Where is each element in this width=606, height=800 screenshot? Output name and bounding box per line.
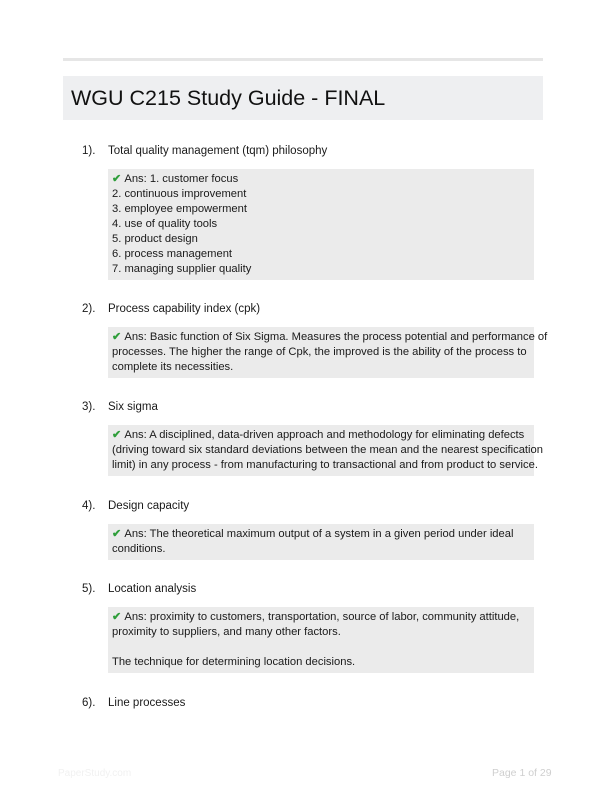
answer-line: 4. use of quality tools <box>112 218 218 230</box>
answer-line: 2. continuous improvement <box>112 188 247 200</box>
footer-brand: PaperStudy.com <box>58 768 132 779</box>
answer-line: Ans: proximity to customers, transportation, source of labor, community attitude, <box>124 611 520 623</box>
answer-line: limit) in any process - from manufacturing to transactional and from product to service. <box>112 459 538 471</box>
question-prompt: Design capacity <box>108 500 190 512</box>
answer-box <box>108 524 534 560</box>
answer-line: Ans: A disciplined, data-driven approach and methodology for eliminating defects <box>124 429 525 441</box>
question-number: 5). <box>82 583 96 595</box>
document-title: WGU C215 Study Guide - FINAL <box>71 86 386 110</box>
answer-box <box>108 169 534 280</box>
answer-line: 7. managing supplier quality <box>112 263 252 275</box>
question-prompt: Six sigma <box>108 401 158 413</box>
answer-box <box>108 425 543 476</box>
check-icon: ✔ <box>112 429 122 441</box>
question-prompt: Line processes <box>108 697 186 709</box>
top-rule <box>63 58 543 61</box>
answer-line: Ans: Basic function of Six Sigma. Measures the process potential and performance of <box>124 331 548 343</box>
check-icon: ✔ <box>112 173 122 185</box>
answer-line: 5. product design <box>112 233 198 245</box>
answer-box <box>108 327 548 378</box>
answer-line: conditions. <box>112 543 166 555</box>
answer-line: 6. process management <box>112 248 233 260</box>
answer-line: The technique for determining location decisions. <box>112 656 356 668</box>
answer-line <box>112 640 530 655</box>
answer-line: processes. The higher the range of Cpk, the improved is the ability of the process to <box>112 346 527 358</box>
answer-line: Ans: 1. customer focus <box>124 173 239 185</box>
question-number: 1). <box>82 145 96 157</box>
question-prompt: Total quality management (tqm) philosophy <box>108 145 328 157</box>
answer-line: complete its necessities. <box>112 361 234 373</box>
answer-line: (driving toward six standard deviations between the mean and the nearest specification <box>112 444 543 456</box>
answer-line: proximity to suppliers, and many other factors. <box>112 626 341 638</box>
footer-page-number: Page 1 of 29 <box>492 767 552 779</box>
question-number: 2). <box>82 303 96 315</box>
answer-line: Ans: The theoretical maximum output of a system in a given period under ideal <box>124 528 514 540</box>
question-number: 3). <box>82 401 96 413</box>
question-number: 4). <box>82 500 96 512</box>
check-icon: ✔ <box>112 611 122 623</box>
question-prompt: Process capability index (cpk) <box>108 303 261 315</box>
answer-line: 3. employee empowerment <box>112 203 247 215</box>
title-bar <box>63 76 543 120</box>
check-icon: ✔ <box>112 528 122 540</box>
question-prompt: Location analysis <box>108 583 197 595</box>
check-icon: ✔ <box>112 331 122 343</box>
answer-box <box>108 607 534 673</box>
question-number: 6). <box>82 697 96 709</box>
